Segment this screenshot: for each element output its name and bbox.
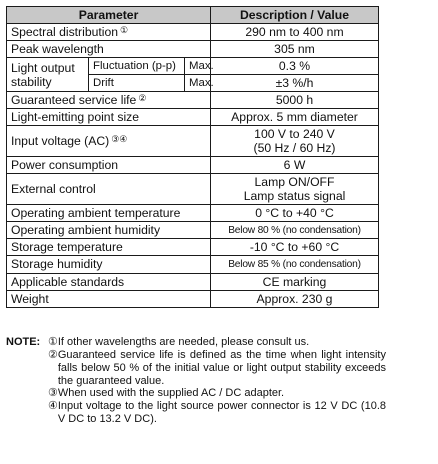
stability-label-line2: stability	[11, 74, 52, 89]
table-row	[7, 256, 379, 273]
row-label: Storage humidity	[7, 256, 211, 273]
row-label: External control	[7, 174, 211, 205]
table-row	[7, 92, 379, 109]
spec-table	[6, 6, 379, 308]
table-row	[7, 222, 379, 239]
row-value: Approx. 5 mm diameter	[211, 109, 379, 126]
row-value: -10 °C to +60 °C	[211, 239, 379, 256]
row-value: CE marking	[211, 273, 379, 290]
row-value: Below 85 % (no condensation)	[211, 256, 379, 273]
note-number: ③	[48, 387, 58, 400]
row-label	[7, 58, 89, 92]
row-value: 100 V to 240 V (50 Hz / 60 Hz)	[211, 126, 379, 157]
table-row	[7, 157, 379, 174]
row-value: 5000 h	[211, 92, 379, 109]
table-row	[7, 290, 379, 307]
row-label: Peak wavelength	[7, 41, 211, 58]
table-header-row	[7, 7, 379, 24]
note-text: Input voltage to the light source power connector is 12 V DC (10.8 V DC to 13.2 V DC).	[57, 400, 386, 426]
note-number: ①	[48, 336, 58, 348]
row-label: Operating ambient temperature	[7, 205, 211, 222]
stability-label-line1: Light output	[11, 60, 75, 75]
fluctuation-value: 0.3 %	[211, 58, 379, 75]
fluctuation-max: Max.	[185, 58, 211, 75]
drift-label: Drift	[89, 75, 185, 92]
row-label: Operating ambient humidity	[7, 222, 211, 239]
row-value: Below 80 % (no condensation)	[211, 222, 379, 239]
fluctuation-label: Fluctuation (p-p)	[89, 58, 185, 75]
row-value: Lamp ON/OFF Lamp status signal	[211, 174, 379, 205]
table-row	[7, 24, 379, 41]
note-mark: ①	[120, 25, 129, 36]
row-value: Approx. 230 g	[211, 290, 379, 307]
note-number: ②	[48, 348, 58, 361]
row-label: Spectral distribution ①	[7, 24, 211, 41]
drift-max: Max.	[185, 75, 211, 92]
row-label: Storage temperature	[7, 239, 211, 256]
note-line	[6, 400, 386, 426]
row-value: 6 W	[211, 157, 379, 174]
header-description: Description / Value	[211, 7, 379, 24]
row-label: Power consumption	[7, 157, 211, 174]
table-row	[7, 41, 379, 58]
table-row	[7, 109, 379, 126]
row-value: 290 nm to 400 nm	[211, 24, 379, 41]
row-label: Light-emitting point size	[7, 109, 211, 126]
table-row	[7, 273, 379, 290]
note-mark: ②	[138, 93, 147, 104]
notes-heading: NOTE:	[6, 336, 41, 348]
note-mark: ③④	[111, 134, 128, 145]
note-text: If other wavelengths are needed, please consult us.	[57, 336, 310, 348]
note-line	[6, 349, 386, 388]
drift-value: ±3 %/h	[211, 75, 379, 92]
table-row	[7, 126, 379, 157]
row-label: Input voltage (AC) ③④	[7, 126, 211, 157]
row-label: Weight	[7, 290, 211, 307]
note-text: When used with the supplied AC / DC adapter.	[57, 387, 285, 400]
table-row	[7, 239, 379, 256]
table-row	[7, 205, 379, 222]
row-value: 305 nm	[211, 41, 379, 58]
notes-section	[6, 336, 386, 426]
note-line	[6, 387, 386, 400]
table-row	[7, 174, 379, 205]
row-label: Guaranteed service life ②	[7, 92, 211, 109]
row-value: 0 °C to +40 °C	[211, 205, 379, 222]
table-row	[7, 58, 379, 75]
row-label: Applicable standards	[7, 273, 211, 290]
note-number: ④	[48, 400, 58, 413]
note-text: Guaranteed service life is defined as the time when light intensity falls below 50 % of the initial value or light output stability exceeds the guaranteed value.	[57, 348, 386, 387]
note-line	[6, 336, 386, 349]
header-parameter: Parameter	[7, 7, 211, 24]
